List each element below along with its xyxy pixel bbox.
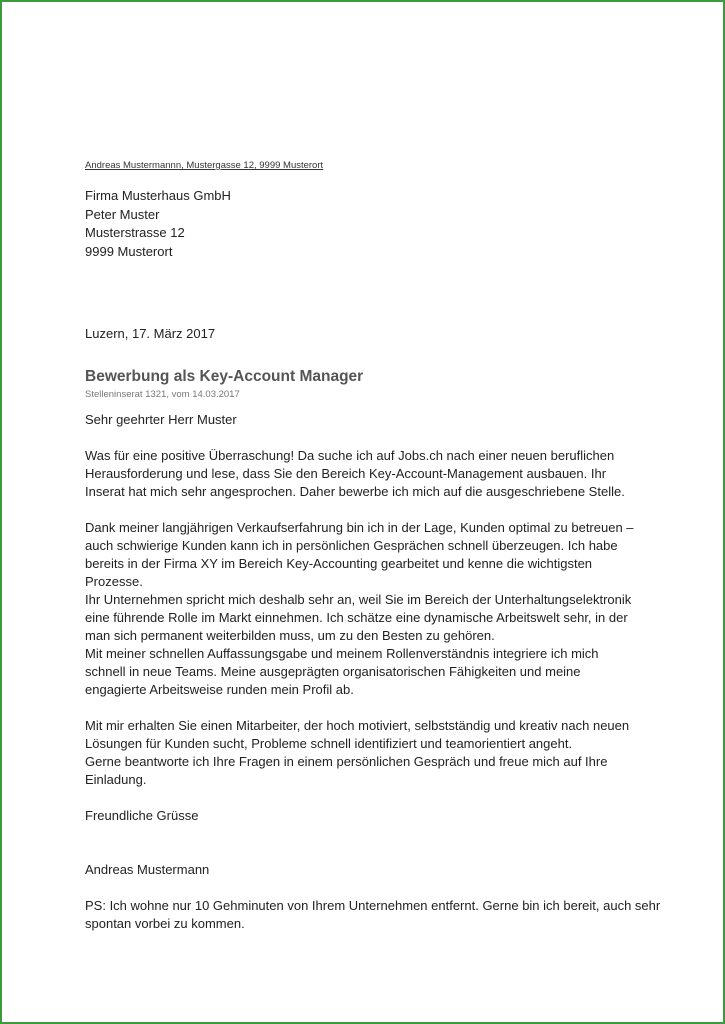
signature: Andreas Mustermann bbox=[85, 862, 210, 877]
paragraph-line: Was für eine positive Überraschung! Da suche ich auf Jobs.ch nach einer neuen beruflichen bbox=[85, 448, 615, 463]
paragraph-line: Herausforderung und lese, dass Sie den Bereich Key-Account-Management ausbauen. Ihr bbox=[85, 466, 607, 481]
job-reference: Stelleninserat 1321, vom 14.03.2017 bbox=[85, 389, 240, 400]
postscript-line: PS: Ich wohne nur 10 Gehminuten von Ihrem Unternehmen entfernt. Gerne bin ich bereit, auch sehr bbox=[85, 898, 661, 913]
paragraph-line: Gerne beantworte ich Ihre Fragen in einem persönlichen Gespräch und freue mich auf Ihre bbox=[85, 754, 608, 769]
paragraph-line: auch schwierige Kunden kann ich in persönlichen Gesprächen schnell überzeugen. Ich habe bbox=[85, 538, 618, 553]
paragraph-line: Lösungen für Kunden sucht, Probleme schnell identifiziert und teamorientiert angeht. bbox=[85, 736, 573, 751]
paragraph-line: bereits in der Firma XY im Bereich Key-Accounting gearbeitet und kenne die wichtigsten bbox=[85, 556, 593, 571]
postscript bbox=[85, 897, 665, 933]
paragraph-line: eine führende Rolle im Markt einnehmen. Ich schätze eine dynamische Arbeitswelt sehr, in der bbox=[85, 610, 628, 625]
recipient-address bbox=[85, 187, 231, 262]
paragraph-line: Inserat hat mich sehr angesprochen. Daher bewerbe ich mich auf die ausgeschriebene Stelle. bbox=[85, 484, 625, 499]
paragraph-2 bbox=[85, 519, 665, 699]
paragraph-line: Mit meiner schnellen Auffassungsgabe und meinem Rollenverständnis integriere ich mich bbox=[85, 646, 599, 661]
recipient-company: Firma Musterhaus GmbH bbox=[85, 188, 231, 203]
paragraph-line: Prozesse. bbox=[85, 574, 143, 589]
letter-date: Luzern, 17. März 2017 bbox=[85, 326, 216, 341]
paragraph-line: Ihr Unternehmen spricht mich deshalb sehr an, weil Sie im Bereich der Unterhaltungselektronik bbox=[85, 592, 632, 607]
postscript-line: spontan vorbei zu kommen. bbox=[85, 916, 245, 931]
paragraph-line: Einladung. bbox=[85, 772, 147, 787]
letter-body bbox=[85, 411, 665, 933]
paragraph-line: schnell in neue Teams. Meine ausgeprägten organisatorischen Fähigkeiten und meine bbox=[85, 664, 581, 679]
paragraph-1 bbox=[85, 447, 665, 501]
paragraph-line: Dank meiner langjährigen Verkaufserfahrung bin ich in der Lage, Kunden optimal zu betreuen – bbox=[85, 520, 634, 535]
paragraph-line: Mit mir erhalten Sie einen Mitarbeiter, der hoch motiviert, selbstständig und kreativ nach neuen bbox=[85, 718, 630, 733]
sender-line: Andreas Mustermannn, Mustergasse 12, 9999 Musterort bbox=[85, 160, 324, 171]
paragraph-3 bbox=[85, 717, 665, 789]
letter-subject: Bewerbung als Key-Account Manager bbox=[85, 368, 364, 385]
paragraph-line: man sich permanent weiterbilden muss, um zu den Besten zu gehören. bbox=[85, 628, 495, 643]
recipient-person: Peter Muster bbox=[85, 206, 160, 222]
recipient-city: 9999 Musterort bbox=[85, 244, 173, 260]
closing: Freundliche Grüsse bbox=[85, 808, 199, 823]
salutation: Sehr geehrter Herr Muster bbox=[85, 412, 237, 427]
recipient-street: Musterstrasse 12 bbox=[85, 225, 185, 241]
paragraph-line: engagierte Arbeitsweise runden mein Profil ab. bbox=[85, 682, 354, 697]
